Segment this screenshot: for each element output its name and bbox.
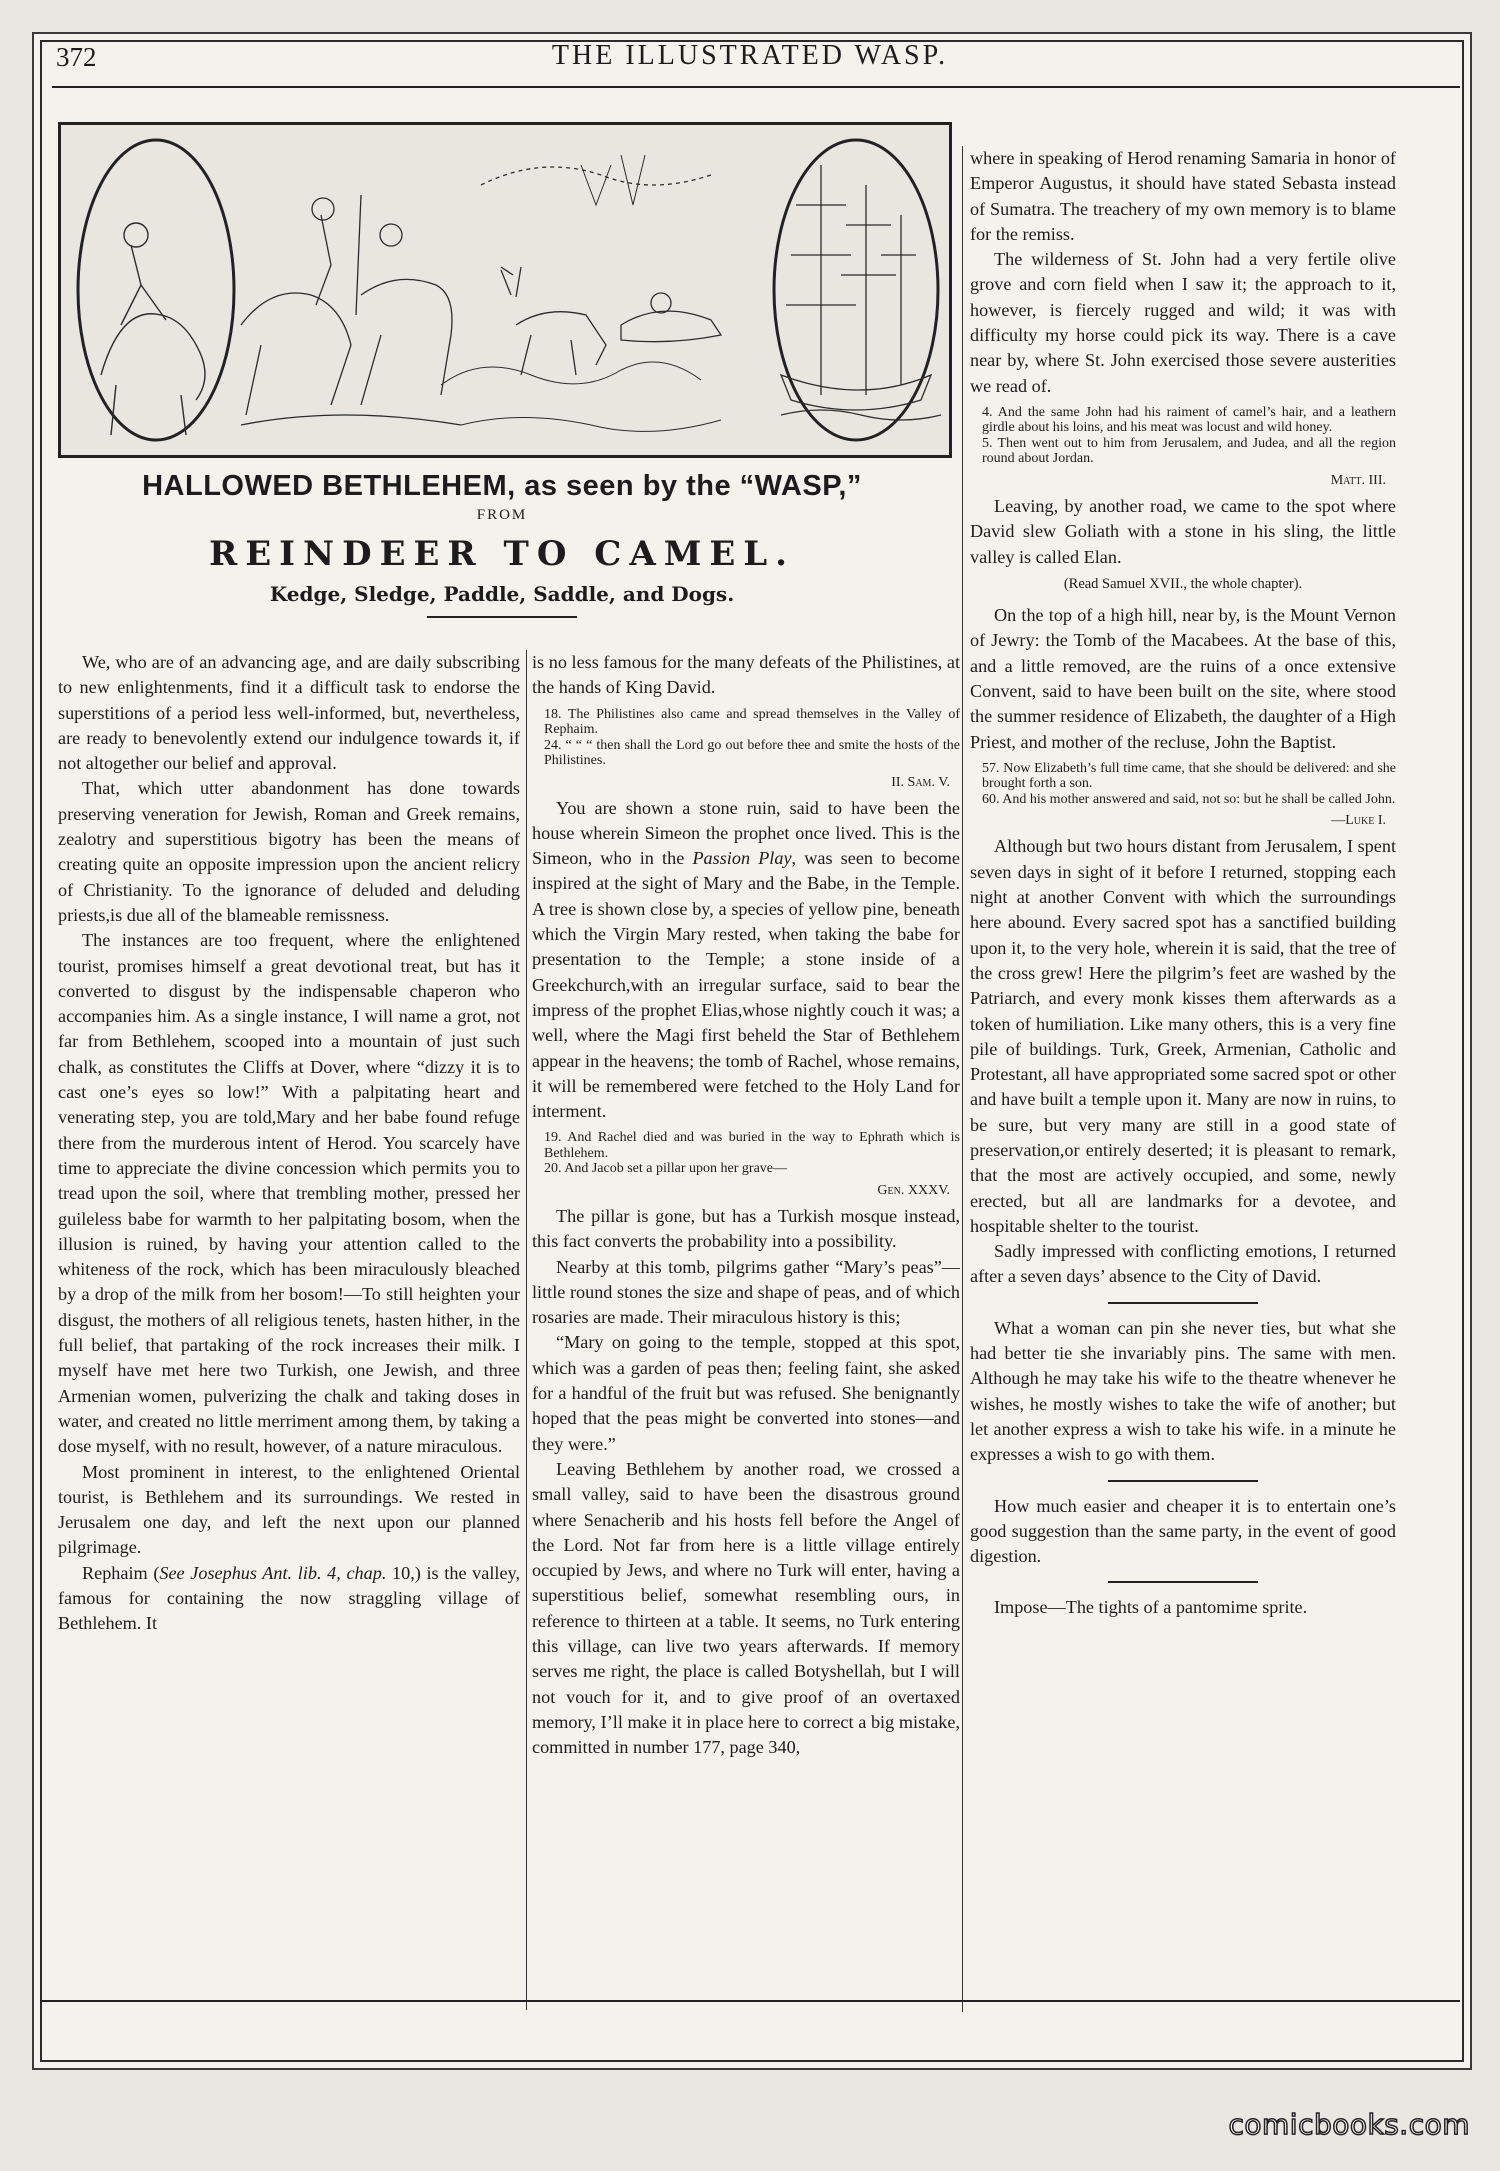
italic-reference: See Josephus Ant. lib. 4, chap.	[159, 1562, 387, 1583]
paragraph: Although but two hours distant from Jerusalem, I spent seven days in sight of it before I returned, stopping each night at another Convent with which the surroundings here abound. Every sacred spot has a sanctified building upon it, to the very hole, wherein it is said, that the tree of the cross grew! Here the pilgrim’s feet are washed by the Patriarch, and every monk kisses them afterwards as a token of humiliation. Like many others, this is a very fine pile of buildings. Turk, Greek, Armenian, Catholic and Protestant, all have appropriated some sacred spot or other and have built a temple upon it. Many are now in ruins, to be sure, but very many are still in a good state of preservation,or entirely deserted; it is pleasant to remark, that the most are actively occupied, and some, newly erected, but all are landmarks for a devotee, and hospitable shelter to the tourist.	[970, 836, 1396, 1236]
article-column-2	[532, 650, 960, 2012]
text-run: , was seen to become inspired at the sight of Mary and the Babe, in the Temple. A tree is shown close by, a species of yellow pine, beneath which the Virgin Mary rested, when taking the babe for presentation to the Temple; a stone inside of a Greekchurch,with an irregular surface, said to bear the impress of the prophet Elias,whose nightly couch it was; a well, where the Magi first beheld the Star of Bethlehem appear in the heavens; the tomb of Rachel, whose remains, it will be remembered were fetched to the Holy Land for interment.	[532, 848, 960, 1122]
paragraph: The pillar is gone, but has a Turkish mosque instead, this fact converts the probability into a possibility.	[532, 1205, 960, 1252]
quote-line: 60. And his mother answered and said, not so: but he shall be called John.	[982, 791, 1396, 807]
italic-title: Passion Play	[692, 848, 792, 869]
headline-block	[58, 470, 946, 618]
paragraph: “Mary on going to the temple, stopped at this spot, which was a garden of peas then; feeling faint, she asked for a handful of the fruit but was refused. She benignantly hoped that the peas might be converted into stones—and they were.”	[532, 1332, 960, 1454]
reading-note: (Read Samuel XVII., the whole chapter).	[1063, 575, 1303, 592]
publication-title: THE ILLUSTRATED WASP.	[551, 40, 949, 71]
headline-main: HALLOWED BETHLEHEM, as seen by the “WASP,”	[142, 470, 862, 502]
paragraph: We, who are of an advancing age, and are daily subscribing to new enlightenments, find it a difficult task to endorse the superstitions of a period less well-informed, but, nevertheless, are ready to benevolently extend our indulgence towards it, if not altogether our belief and approval.	[58, 652, 520, 774]
paragraph: The wilderness of St. John had a very fertile olive grove and corn field when I saw it; the approach to it, however, is fiercely rugged and wild; it was with difficulty my horse could pick its way. There is a cave near by, where St. John exercised those severe austerities we read of.	[970, 249, 1396, 396]
headline-ornament-rule	[427, 616, 577, 618]
ornament-separator	[1108, 1581, 1258, 1583]
quote-line: 19. And Rachel died and was buried in the way to Ephrath which is Bethlehem.	[544, 1130, 960, 1161]
quote-line: 24. “ “ “ then shall the Lord go out before thee and smite the hosts of the Philistines.	[544, 737, 960, 769]
paragraph: Leaving Bethlehem by another road, we crossed a small valley, said to have been the disastrous ground where Senacherib and his hosts fell before the Angel of the Lord. Not far from here is a little village entirely occupied by Jews, and where no Turk will enter, having a superstitious belief, somewhat resembling ours, in reference to thirteen at a table. It seems, no Turk entering this village, can live two years afterwards. If memory serves me right, the place is called Botyshellah, but I will not vouch for it, and to give proof of an overtaxed memory, I’ll make it in place here to correct a big mistake, committed in number 177, page 340,	[532, 1458, 960, 1758]
watermark: comicbooks.com	[1228, 2108, 1470, 2141]
engraving-illustration	[58, 122, 952, 458]
scripture-quote	[982, 405, 1396, 467]
headline-subtitle: REINDEER TO CAMEL.	[208, 534, 796, 574]
column-rule-1	[526, 650, 527, 2010]
page-number: 372	[56, 42, 97, 72]
paragraph: Impose—The tights of a pantomime sprite.	[994, 1597, 1308, 1618]
ornament-separator	[1108, 1302, 1258, 1304]
quote-line: 20. And Jacob set a pillar upon her grave—	[544, 1161, 787, 1177]
paragraph: where in speaking of Herod renaming Samaria in honor of Emperor Augustus, it should have stated Sebasta instead of Sumatra. The treachery of my own memory is to blame for the remiss.	[970, 148, 1396, 244]
quote-line: 4. And the same John had his raiment of camel’s hair, and a leathern girdle about his loins, and his meat was locust and wild honey.	[982, 404, 1396, 436]
paragraph: is no less famous for the many defeats of the Philistines, at the hands of King David.	[532, 652, 960, 698]
article-column-3	[970, 146, 1396, 2012]
engraving-svg	[61, 125, 949, 455]
scripture-quote	[982, 761, 1396, 808]
paragraph: What a woman can pin she never ties, but what she had better tie she invariably pins. The same with men. Although he may take his wife to the theatre whenever he wishes, he mostly wishes to take the wife of another; but let another express a wish to take his wife. in a minute he expresses a wish to go with them.	[970, 1317, 1396, 1465]
paragraph: The instances are too frequent, where the enlightened tourist, promises himself a great devotional treat, but has it converted to disgust by the indispensable chaperon who accompanies him. As a single instance, I will name a grot, not far from Bethlehem, scooped into a mountain of just such chalk, as constitutes the Cliffs at Dover, where “dizzy it is to cast one’s eyes so low!” With a palpitating heart and venerating step, you are told,Mary and her babe found refuge there from the murderous intent of Herod. You scarcely have time to appreciate the divine concession which permits you to tread upon the soil, where that trembling mother, pressed her guileless babe for warmth to her palpitating bosom, when the illusion is ruined, by having your attention called to the whiteness of the rock, which has been miraculously bleached by a drop of the milk from her bosom!—To still heighten your disgust, the mothers of all religious tenets, hasten hither, in the full belief, that partaking of the rock increases their milk. I myself have met here two Turkish, one Jewish, and three Armenian women, pulverizing the chalk and taking doses in water, and created no little merriment among them, by taking a dose myself, with no result, however, of a nature miraculous.	[58, 930, 520, 1457]
header-rule	[52, 86, 1460, 88]
page-header	[0, 36, 1500, 86]
column-rule-2	[962, 146, 963, 2012]
quote-line: 18. The Philistines also came and spread themselves in the Valley of Rephaim.	[544, 706, 960, 738]
paragraph: How much easier and cheaper it is to entertain one’s good suggestion than the same party, in the event of good digestion.	[970, 1495, 1396, 1567]
ornament-separator	[1108, 1480, 1258, 1482]
paragraph: Most prominent in interest, to the enlightened Oriental tourist, is Bethlehem and its surroundings. We rested in Jerusalem one day, and left the next upon our planned pilgrimage.	[58, 1461, 520, 1558]
quote-line: 5. Then went out to him from Jerusalem, and Judea, and all the region round about Jordan.	[982, 435, 1396, 467]
article-column-1	[58, 650, 520, 2012]
paragraph: Leaving, by another road, we came to the spot where David slew Goliath with a stone in his sling, the little valley is called Elan.	[970, 495, 1396, 567]
paragraph: That, which utter abandonment has done towards preserving veneration for Jewish, Roman and Greek remains, zealotry and superstitious bigotry has been the means of creating quite an opposite impression upon the ancient relicry of Christianity. To the ignorance of deluded and deluding priests,is due all of the blameable remissness.	[58, 778, 520, 925]
text-run: Rephaim (	[82, 1562, 160, 1583]
paragraph: Sadly impressed with conflicting emotions, I returned after a seven days’ absence to the City of David.	[970, 1241, 1396, 1287]
quote-line: 57. Now Elizabeth’s full time came, that she should be delivered: and she brought forth a son.	[982, 760, 1396, 792]
paragraph: Nearby at this tomb, pilgrims gather “Mary’s peas”—little round stones the size and shape of peas, and of which rosaries are made. Their miraculous history is this;	[532, 1256, 960, 1328]
paragraph	[58, 1561, 520, 1637]
text-run: 10,) is the valley, famous for containing the now straggling village of Bethlehem. It	[58, 1562, 520, 1634]
scripture-citation: II. Sam. V.	[891, 774, 950, 790]
scripture-citation: Matt. III.	[1330, 472, 1386, 488]
bottom-rule	[40, 2000, 1460, 2002]
paragraph: On the top of a high hill, near by, is the Mount Vernon of Jewry: the Tomb of the Macabees. At the base of this, and a little removed, are the ruins of a once extensive Convent, said to have been built on the site, where stood the summer residence of Elizabeth, the daughter of a High Priest, and mother of the recluse, John the Baptist.	[970, 605, 1396, 752]
text-run: You are shown a stone ruin, said to have been the house wherein Simeon the prophet once lived. This is the Simeon, who in the	[532, 797, 960, 869]
scripture-citation: —Luke I.	[1331, 813, 1386, 829]
scripture-quote	[544, 707, 960, 769]
scripture-citation: Gen. XXXV.	[877, 1182, 950, 1198]
headline-tagline: Kedge, Sledge, Paddle, Saddle, and Dogs.	[269, 582, 735, 606]
headline-from: FROM	[476, 507, 528, 523]
scripture-quote	[544, 1130, 960, 1177]
paragraph	[532, 796, 960, 1125]
